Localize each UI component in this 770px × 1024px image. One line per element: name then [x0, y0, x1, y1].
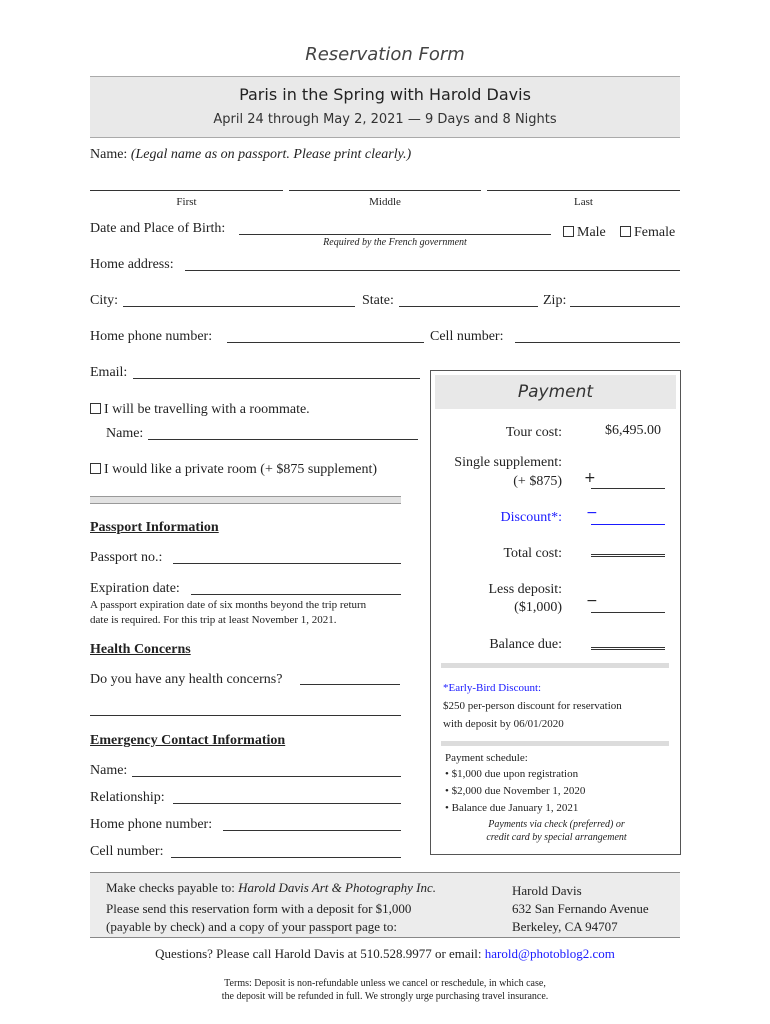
balance-due-label: Balance due:	[489, 637, 562, 652]
deposit-amount: ($1,000)	[514, 600, 562, 615]
email-label: Email:	[90, 365, 128, 380]
emergency-name-label: Name:	[90, 763, 128, 778]
schedule-item-1: $1,000 due upon registration	[451, 768, 579, 780]
emergency-name-field[interactable]	[132, 776, 401, 777]
schedule-title: Payment schedule:	[445, 752, 528, 764]
emergency-cell-label: Cell number:	[90, 844, 164, 859]
mailing-address-3: Berkeley, CA 94707	[512, 919, 618, 934]
deposit-label: Less deposit:	[488, 582, 562, 597]
private-room-option[interactable]	[90, 462, 377, 478]
roommate-label: I will be travelling with a roommate.	[104, 402, 310, 417]
first-name-field[interactable]	[90, 190, 283, 191]
payments-via-1: Payments via check (preferred) or	[488, 819, 625, 830]
middle-name-field[interactable]	[289, 190, 481, 191]
middle-caption: Middle	[369, 196, 401, 208]
earlybird-title: *Early-Bird Discount:	[443, 682, 542, 694]
expiration-field[interactable]	[191, 594, 401, 595]
payment-box	[430, 370, 681, 855]
city-label: City:	[90, 293, 119, 308]
name-label-row	[90, 147, 411, 163]
schedule-item-2: $2,000 due November 1, 2020	[451, 785, 586, 797]
emergency-home-phone-label: Home phone number:	[90, 817, 213, 832]
header-band	[90, 76, 680, 138]
cell-field[interactable]	[515, 342, 680, 343]
state-label: State:	[362, 293, 394, 308]
divider	[90, 496, 401, 504]
total-cost-field[interactable]	[591, 554, 665, 557]
schedule-item: • $2,000 due November 1, 2020	[445, 785, 586, 797]
home-address-field[interactable]	[185, 270, 680, 271]
last-name-field[interactable]	[487, 190, 680, 191]
minus-sign: −	[586, 505, 598, 521]
deposit-field[interactable]	[591, 612, 665, 613]
email-field[interactable]	[133, 378, 420, 379]
home-address-label: Home address:	[90, 257, 174, 272]
earlybird-line-2: with deposit by 06/01/2020	[443, 718, 564, 730]
zip-field[interactable]	[570, 306, 680, 307]
home-phone-field[interactable]	[227, 342, 424, 343]
send-line-2: (payable by check) and a copy of your passport page to:	[106, 919, 397, 934]
deposit-minus-sign: −	[586, 593, 598, 609]
discount-label: Discount*:	[500, 510, 562, 525]
payable-prefix: Make checks payable to:	[106, 880, 239, 895]
female-option[interactable]	[620, 225, 675, 241]
mailing-box	[90, 872, 680, 938]
terms-line-2: the deposit will be refunded in full. We strongly urge purchasing travel insurance.	[221, 991, 549, 1002]
home-phone-label: Home phone number:	[90, 329, 213, 344]
passport-note-2: date is required. For this trip at least November 1, 2021.	[90, 614, 337, 626]
health-question: Do you have any health concerns?	[90, 672, 283, 687]
health-heading: Health Concerns	[90, 642, 191, 657]
roommate-name-field[interactable]	[148, 439, 418, 440]
relationship-field[interactable]	[173, 803, 401, 804]
discount-field[interactable]	[591, 524, 665, 525]
payments-via-2: credit card by special arrangement	[486, 832, 627, 843]
birth-field[interactable]	[239, 234, 551, 235]
female-checkbox[interactable]	[620, 226, 631, 237]
tour-cost-label: Tour cost:	[505, 425, 562, 440]
questions-text: Questions? Please call Harold Davis at 510.528.9977 or email:	[155, 946, 485, 961]
single-supplement-amount: (+ $875)	[513, 474, 562, 489]
roommate-option[interactable]	[90, 402, 310, 418]
last-caption: Last	[574, 196, 593, 208]
single-supplement-label: Single supplement:	[454, 455, 562, 470]
mailing-address-1: Harold Davis	[512, 883, 582, 898]
male-checkbox[interactable]	[563, 226, 574, 237]
roommate-name-label: Name:	[106, 426, 144, 441]
expiration-label: Expiration date:	[90, 581, 180, 596]
name-hint: (Legal name as on passport. Please print clearly.)	[130, 147, 412, 162]
trip-title: Paris in the Spring with Harold Davis	[239, 85, 531, 104]
passport-note-1: A passport expiration date of six months beyond the trip return	[90, 599, 367, 611]
schedule-item-3: Balance due January 1, 2021	[451, 802, 579, 814]
birth-note: Required by the French government	[323, 237, 467, 248]
contact-email-link[interactable]: harold@photoblog2.com	[484, 946, 615, 961]
private-room-label: I would like a private room (+ $875 supplement)	[104, 462, 378, 477]
trip-dates: April 24 through May 2, 2021 — 9 Days and 8 Nights	[213, 112, 557, 127]
passport-no-field[interactable]	[173, 563, 401, 564]
emergency-home-phone-field[interactable]	[223, 830, 401, 831]
form-title: Reservation Form	[305, 44, 465, 65]
payment-title: Payment	[435, 375, 676, 409]
mailing-address-2: 632 San Fernando Avenue	[512, 901, 649, 916]
health-field-2[interactable]	[90, 715, 401, 716]
earlybird-line-1: $250 per-person discount for reservation	[443, 700, 622, 712]
female-label: Female	[634, 225, 676, 240]
schedule-item: • Balance due January 1, 2021	[445, 802, 579, 814]
terms-line-1: Terms: Deposit is non-refundable unless we cancel or reschedule, in which case,	[224, 978, 546, 989]
cell-label: Cell number:	[430, 329, 504, 344]
private-room-checkbox[interactable]	[90, 463, 101, 474]
total-cost-label: Total cost:	[503, 546, 562, 561]
payment-divider-2	[441, 741, 669, 746]
payable-name: Harold Davis Art & Photography Inc.	[238, 880, 437, 895]
passport-no-label: Passport no.:	[90, 550, 163, 565]
send-line-1: Please send this reservation form with a deposit for $1,000	[106, 901, 412, 916]
questions-line	[0, 946, 770, 962]
single-supplement-field[interactable]	[591, 488, 665, 489]
first-caption: First	[176, 196, 197, 208]
payment-divider-1	[441, 663, 669, 668]
emergency-cell-field[interactable]	[171, 857, 401, 858]
roommate-checkbox[interactable]	[90, 403, 101, 414]
payable-line	[106, 880, 436, 896]
state-field[interactable]	[399, 306, 538, 307]
male-option[interactable]	[563, 225, 606, 241]
name-label: Name:	[90, 147, 128, 162]
plus-sign: +	[584, 470, 596, 486]
balance-due-field[interactable]	[591, 647, 665, 650]
tour-cost-value: $6,495.00	[605, 423, 661, 438]
health-field-1[interactable]	[300, 684, 400, 685]
male-label: Male	[577, 225, 606, 240]
city-field[interactable]	[123, 306, 355, 307]
emergency-heading: Emergency Contact Information	[90, 733, 286, 748]
birth-label: Date and Place of Birth:	[90, 221, 226, 236]
relationship-label: Relationship:	[90, 790, 165, 805]
zip-label: Zip:	[543, 293, 567, 308]
schedule-item: • $1,000 due upon registration	[445, 768, 579, 780]
passport-heading: Passport Information	[90, 520, 219, 535]
